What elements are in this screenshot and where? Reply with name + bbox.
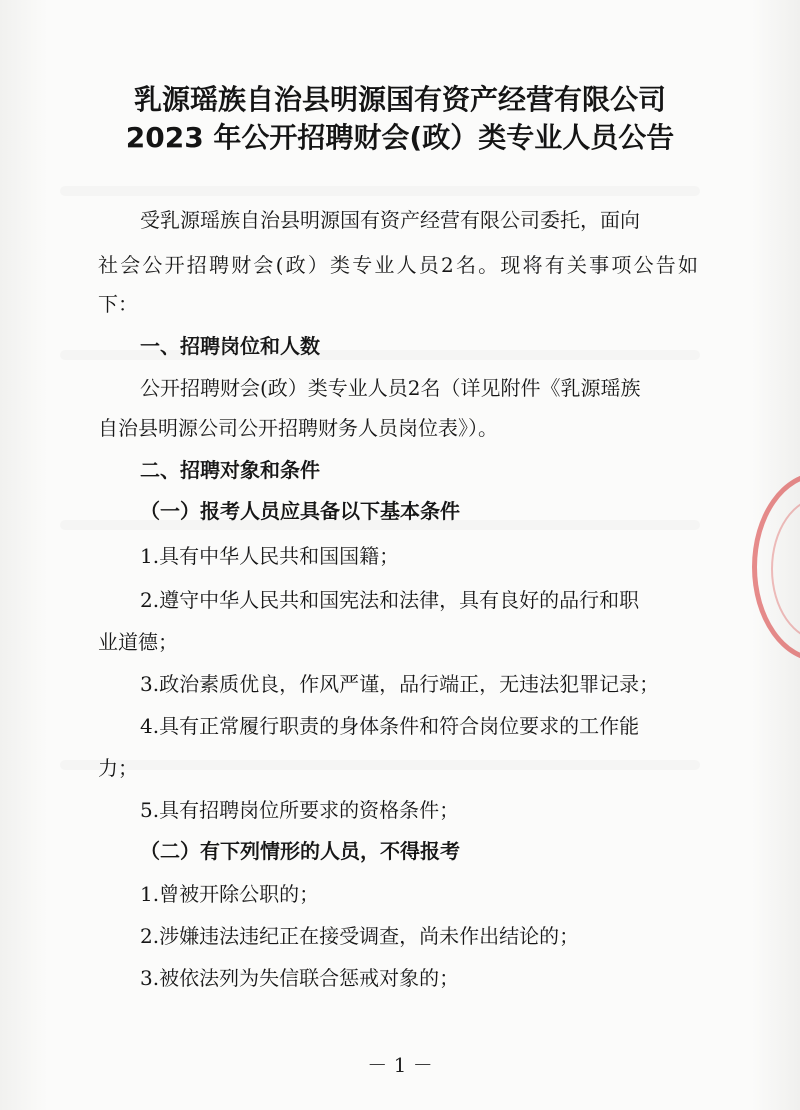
condition-item-4-line-1: 4.具有正常履行职责的身体条件和符合岗位要求的工作能 (140, 714, 640, 738)
condition-item-3: 3.政治素质优良，作风严谨，品行端正，无违法犯罪记录； (140, 672, 660, 696)
section-2-sub-2-heading: （二）有下列情形的人员，不得报考 (140, 839, 460, 863)
section-1-line-1: 公开招聘财会(政）类专业人员2名（详见附件《乳源瑶族 (140, 376, 641, 400)
section-1-line-2: 自治县明源公司公开招聘财务人员岗位表》）。 (98, 416, 498, 440)
exclusion-item-2: 2.涉嫌违法违纪正在接受调查，尚未作出结论的； (140, 924, 580, 948)
bleed-through-mark (60, 186, 700, 196)
red-seal-inner-ring (771, 497, 800, 641)
condition-item-4-line-2: 力； (98, 756, 138, 780)
intro-line-1: 受乳源瑶族自治县明源国有资产经营有限公司委托，面向 (140, 208, 640, 232)
exclusion-item-3: 3.被依法列为失信联合惩戒对象的； (140, 966, 460, 990)
intro-line-3: 下： (98, 292, 138, 316)
section-2-heading: 二、招聘对象和条件 (140, 458, 320, 482)
condition-item-5: 5.具有招聘岗位所要求的资格条件； (140, 798, 460, 822)
page-number: － 1 － (367, 1053, 433, 1077)
red-seal-stamp (752, 472, 800, 662)
intro-line-2: 社会公开招聘财会(政）类专业人员2名。现将有关事项公告如 (98, 253, 698, 277)
condition-item-2-line-1: 2.遵守中华人民共和国宪法和法律，具有良好的品行和职 (140, 588, 640, 612)
condition-item-1: 1.具有中华人民共和国国籍； (140, 544, 400, 568)
document-title-line-2: 2023 年公开招聘财会(政）类专业人员公告 (125, 121, 675, 154)
document-title-line-1: 乳源瑶族自治县明源国有资产经营有限公司 (133, 83, 666, 116)
section-1-heading: 一、招聘岗位和人数 (140, 334, 320, 358)
exclusion-item-1: 1.曾被开除公职的； (140, 882, 320, 906)
bleed-through-mark (60, 760, 700, 770)
condition-item-2-line-2: 业道德； (98, 630, 178, 654)
section-2-sub-1-heading: （一）报考人员应具备以下基本条件 (140, 499, 460, 523)
